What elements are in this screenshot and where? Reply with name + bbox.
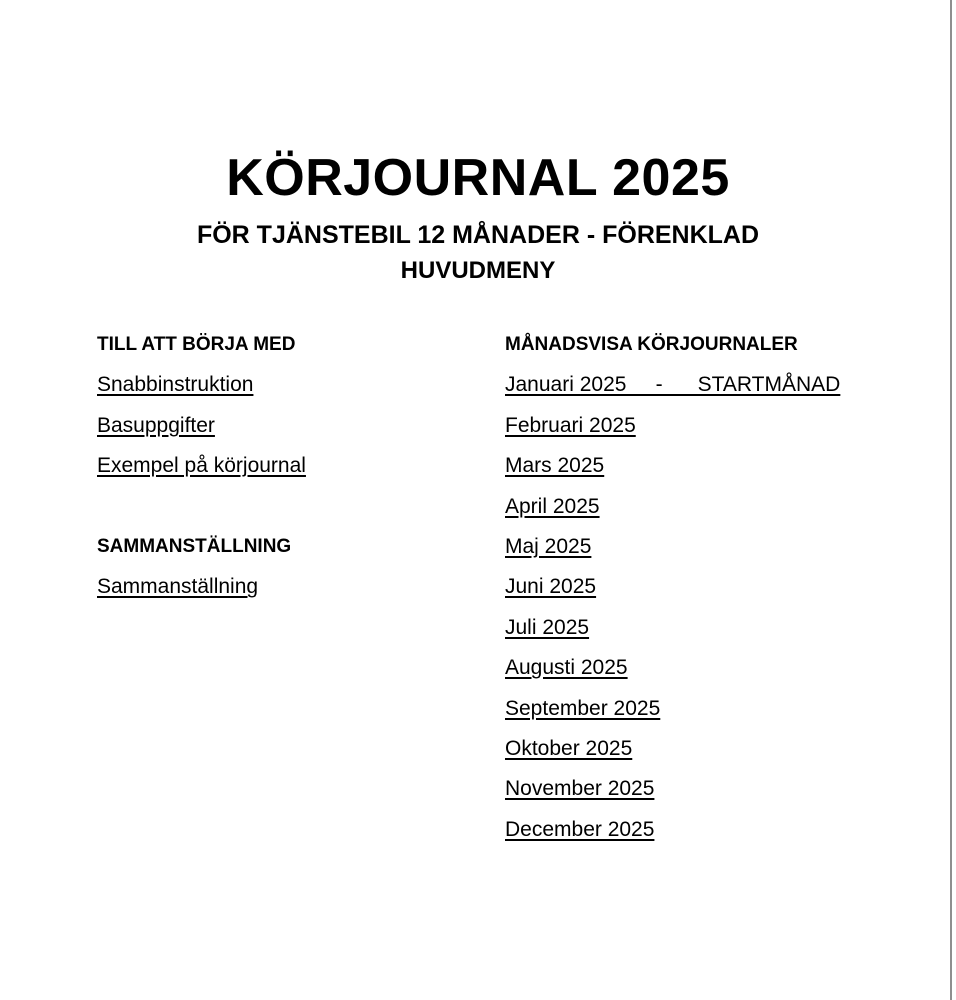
left-column (97, 334, 492, 617)
list-item (97, 455, 492, 495)
link-snabbinstruktion[interactable]: Snabbinstruktion (97, 373, 254, 397)
list-item (505, 617, 950, 657)
months-section-heading: MÅNADSVISA KÖRJOURNALER (505, 334, 798, 355)
spacer-row (97, 496, 492, 536)
month-link-april-2025[interactable]: April 2025 (505, 494, 600, 518)
month-link-januari-2025-startmanad[interactable]: Januari 2025 - STARTMÅNAD (505, 373, 841, 397)
list-item (505, 536, 950, 576)
month-link-maj-2025[interactable]: Maj 2025 (505, 534, 592, 558)
list-item (505, 819, 950, 859)
page-title: KÖRJOURNAL 2025 (226, 149, 730, 207)
month-link-augusti-2025[interactable]: Augusti 2025 (505, 656, 628, 680)
month-link-juni-2025[interactable]: Juni 2025 (505, 575, 597, 599)
month-link-juli-2025[interactable]: Juli 2025 (505, 615, 590, 639)
list-item (97, 415, 492, 455)
month-link-september-2025[interactable]: September 2025 (505, 696, 661, 720)
list-item (505, 455, 950, 495)
right-column (505, 334, 950, 859)
menu-heading: HUVUDMENY (400, 257, 556, 284)
summary-section-heading: SAMMANSTÄLLNING (97, 535, 292, 557)
month-link-mars-2025[interactable]: Mars 2025 (505, 454, 605, 478)
list-item (505, 496, 950, 536)
list-item (505, 698, 950, 738)
month-link-december-2025[interactable]: December 2025 (505, 817, 655, 841)
list-item (505, 778, 950, 818)
link-sammanstallning[interactable]: Sammanställning (97, 575, 259, 599)
month-link-februari-2025[interactable]: Februari 2025 (505, 413, 636, 437)
start-section-heading: TILL ATT BÖRJA MED (97, 334, 296, 355)
month-link-oktober-2025[interactable]: Oktober 2025 (505, 736, 633, 760)
list-item (97, 576, 492, 616)
list-item (505, 374, 950, 414)
list-item (505, 657, 950, 697)
month-link-november-2025[interactable]: November 2025 (505, 777, 655, 801)
list-item (97, 374, 492, 414)
list-item (505, 576, 950, 616)
link-exempel-pa-korjournal[interactable]: Exempel på körjournal (97, 454, 306, 478)
link-basuppgifter[interactable]: Basuppgifter (97, 413, 215, 437)
window-edge-line (950, 0, 952, 1000)
list-item (505, 738, 950, 778)
page-subtitle: FÖR TJÄNSTEBIL 12 MÅNADER - FÖRENKLAD (196, 221, 760, 249)
list-item (505, 415, 950, 455)
